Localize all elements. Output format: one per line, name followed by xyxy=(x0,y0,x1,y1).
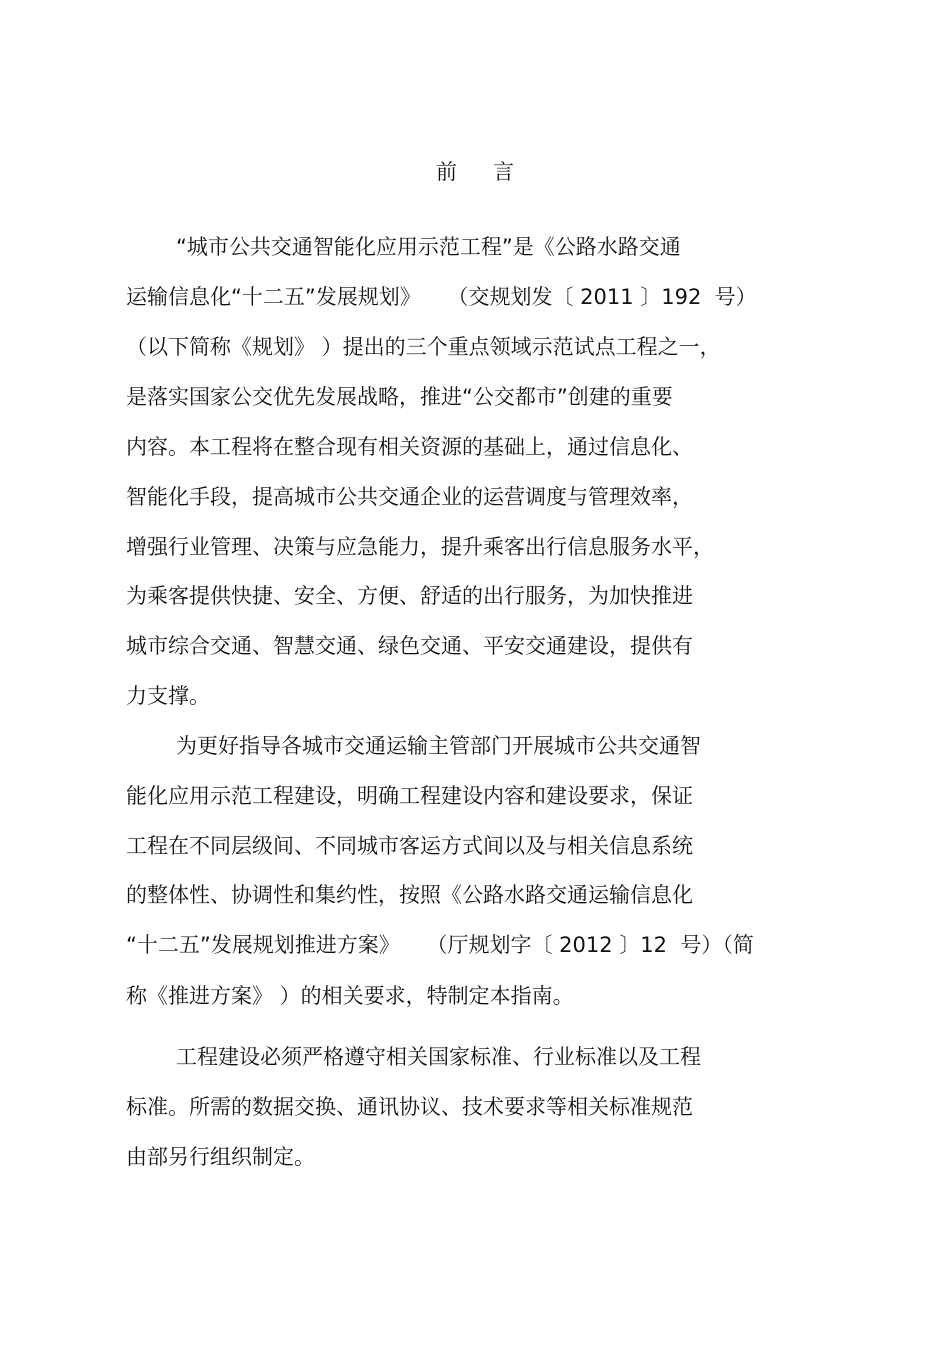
paragraph-2-line-5: “十二五”发展规划推进方案》 （厅规划字〔 2012 〕12 号）（简 xyxy=(126,933,754,957)
paragraph-1-line-9: 城市综合交通、智慧交通、绿色交通、平安交通建设，提供有 xyxy=(126,634,693,658)
paragraph-2-line-1: 为更好指导各城市交通运输主管部门开展城市公共交通智 xyxy=(176,734,701,758)
paragraph-2-line-2: 能化应用示范工程建设，明确工程建设内容和建设要求，保证 xyxy=(126,784,693,808)
paragraph-1-line-3: （以下简称《规划》 ）提出的三个重点领域示范试点工程之一， xyxy=(126,335,721,359)
paragraph-1-line-6: 智能化手段，提高城市公共交通企业的运营调度与管理效率， xyxy=(126,485,693,509)
paragraph-3-line-1: 工程建设必须严格遵守相关国家标准、行业标准以及工程 xyxy=(176,1045,701,1069)
paragraph-1-line-5: 内容。本工程将在整合现有相关资源的基础上，通过信息化、 xyxy=(126,435,693,459)
paragraph-1-line-2: 运输信息化“十二五”发展规划》 （交规划发〔 2011 〕192 号） xyxy=(126,285,757,309)
paragraph-1-line-4: 是落实国家公交优先发展战略，推进“公交都市”创建的重要 xyxy=(126,385,673,409)
paragraph-3-line-2: 标准。所需的数据交换、通讯协议、技术要求等相关标准规范 xyxy=(126,1095,693,1119)
title-char-1: 前 xyxy=(436,160,457,184)
page-title xyxy=(0,158,950,186)
paragraph-2-line-6: 称《推进方案》 ）的相关要求，特制定本指南。 xyxy=(126,984,574,1008)
paragraph-2-line-4: 的整体性、协调性和集约性，按照《公路水路交通运输信息化 xyxy=(126,883,693,907)
paragraph-1-line-8: 为乘客提供快捷、安全、方便、舒适的出行服务，为加快推进 xyxy=(126,584,693,608)
title-char-2: 言 xyxy=(493,160,514,184)
paragraph-1-line-7: 增强行业管理、决策与应急能力，提升乘客出行信息服务水平， xyxy=(126,535,714,559)
paragraph-2-line-3: 工程在不同层级间、不同城市客运方式间以及与相关信息系统 xyxy=(126,834,693,858)
paragraph-1-line-10: 力支撑。 xyxy=(126,684,210,708)
paragraph-3-line-3: 由部另行组织制定。 xyxy=(126,1145,315,1169)
paragraph-1-line-1: “城市公共交通智能化应用示范工程”是《公路水路交通 xyxy=(176,235,681,259)
